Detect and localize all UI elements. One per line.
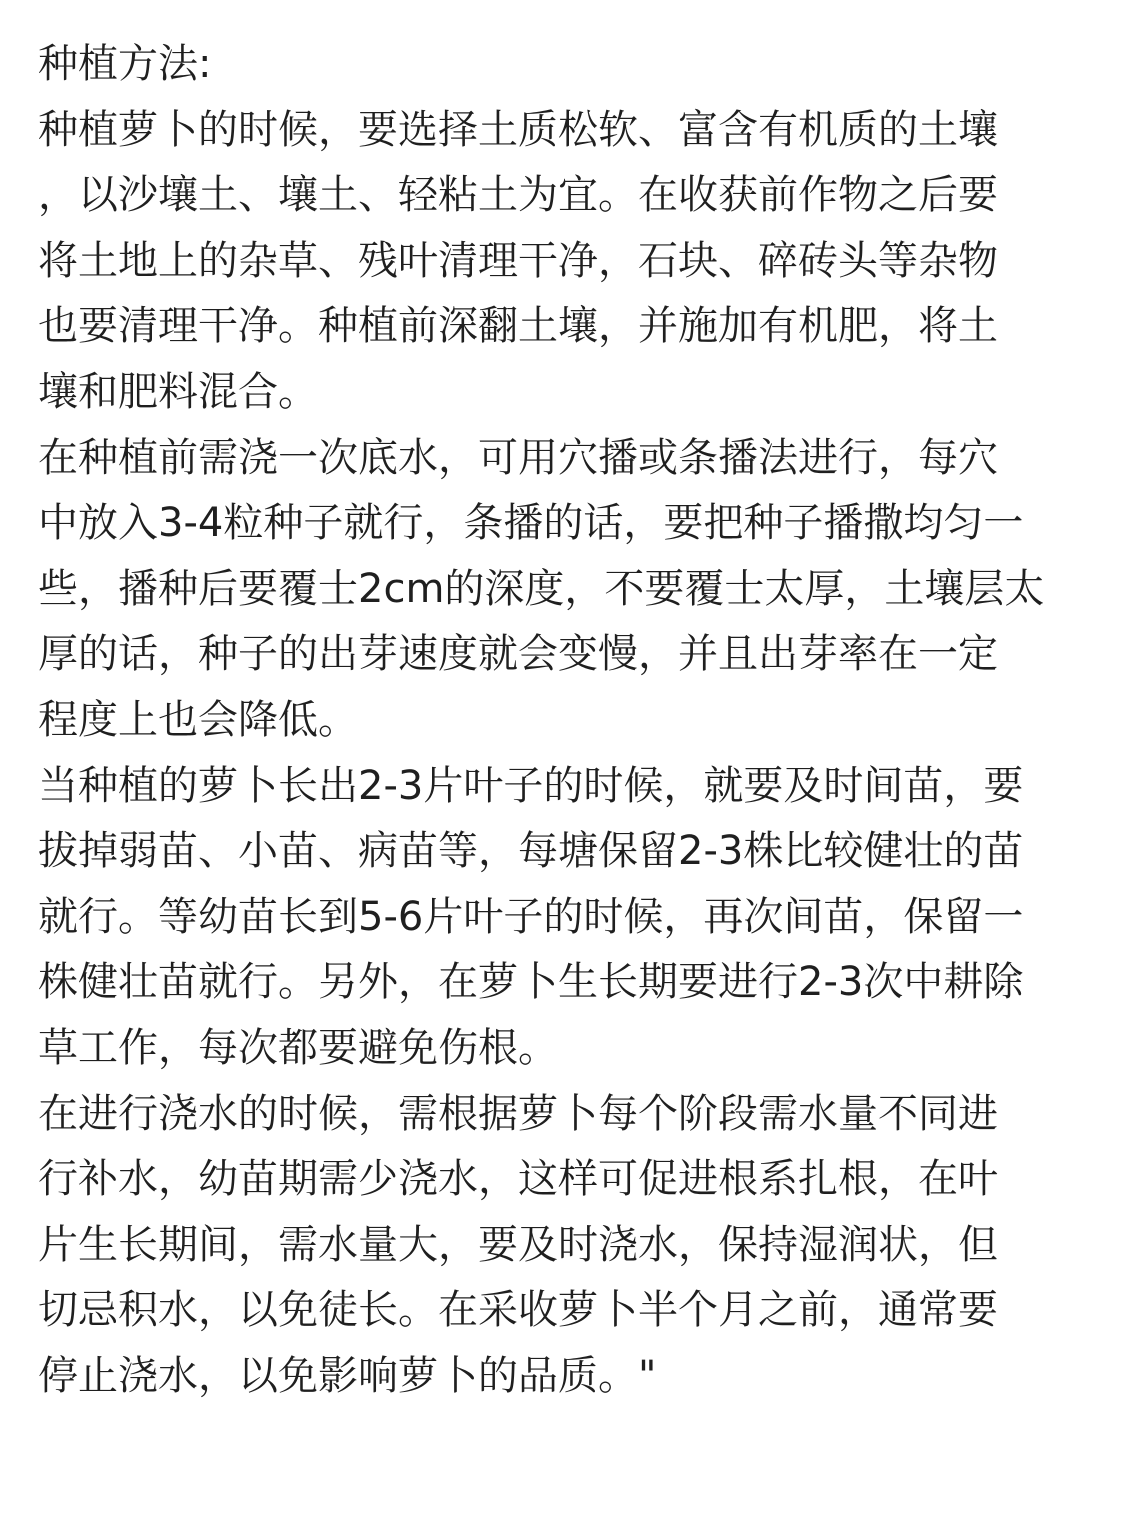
- text-line: 厚的话，种子的出芽速度就会变慢，并且出芽率在一定: [38, 631, 998, 678]
- text-line: 些，播种后要覆士2cm的深度，不要覆士太厚，土壤层太: [38, 565, 1045, 612]
- text-line: 程度上也会降低。: [38, 696, 358, 743]
- article-text: [38, 32, 1108, 1409]
- section-heading: 种植方法:: [38, 41, 212, 87]
- text-line: 也要清理干净。种植前深翻土壤，并施加有机肥，将土: [38, 303, 998, 350]
- text-line: 拔掉弱苗、小苗、病苗等，每塘保留2-3株比较健壮的苗: [38, 828, 1024, 875]
- text-line: 将土地上的杂草、残叶清理干净，石块、碎砖头等杂物: [38, 237, 998, 284]
- text-line: 壤和肥料混合。: [38, 368, 318, 415]
- text-line: 切忌积水，以免徒长。在采收萝卜半个月之前，通常要: [38, 1287, 998, 1334]
- text-line: ，以沙壤土、壤土、轻粘土为宜。在收获前作物之后要: [38, 172, 998, 219]
- text-line: 就行。等幼苗长到5-6片叶子的时候，再次间苗，保留一: [38, 893, 1024, 940]
- text-line: 株健壮苗就行。另外，在萝卜生长期要进行2-3次中耕除: [38, 959, 1024, 1006]
- text-line: 当种植的萝卜长出2-3片叶子的时候，就要及时间苗，要: [38, 762, 1024, 809]
- text-line: 在进行浇水的时候，需根据萝卜每个阶段需水量不同进: [38, 1090, 998, 1137]
- text-line: 在种植前需浇一次底水，可用穴播或条播法进行，每穴: [38, 434, 998, 481]
- text-line: 中放入3-4粒种子就行，条播的话，要把种子播撒均匀一: [38, 500, 1024, 547]
- text-line: 行补水，幼苗期需少浇水，这样可促进根系扎根，在叶: [38, 1156, 998, 1203]
- text-line: 种植萝卜的时候，要选择土质松软、富含有机质的土壤: [38, 106, 998, 153]
- text-line: 草工作，每次都要避免伤根。: [38, 1024, 558, 1071]
- text-line: 片生长期间，需水量大，要及时浇水，保持湿润状，但: [38, 1221, 998, 1268]
- text-line: 停止浇水，以免影响萝卜的品质。": [38, 1352, 657, 1399]
